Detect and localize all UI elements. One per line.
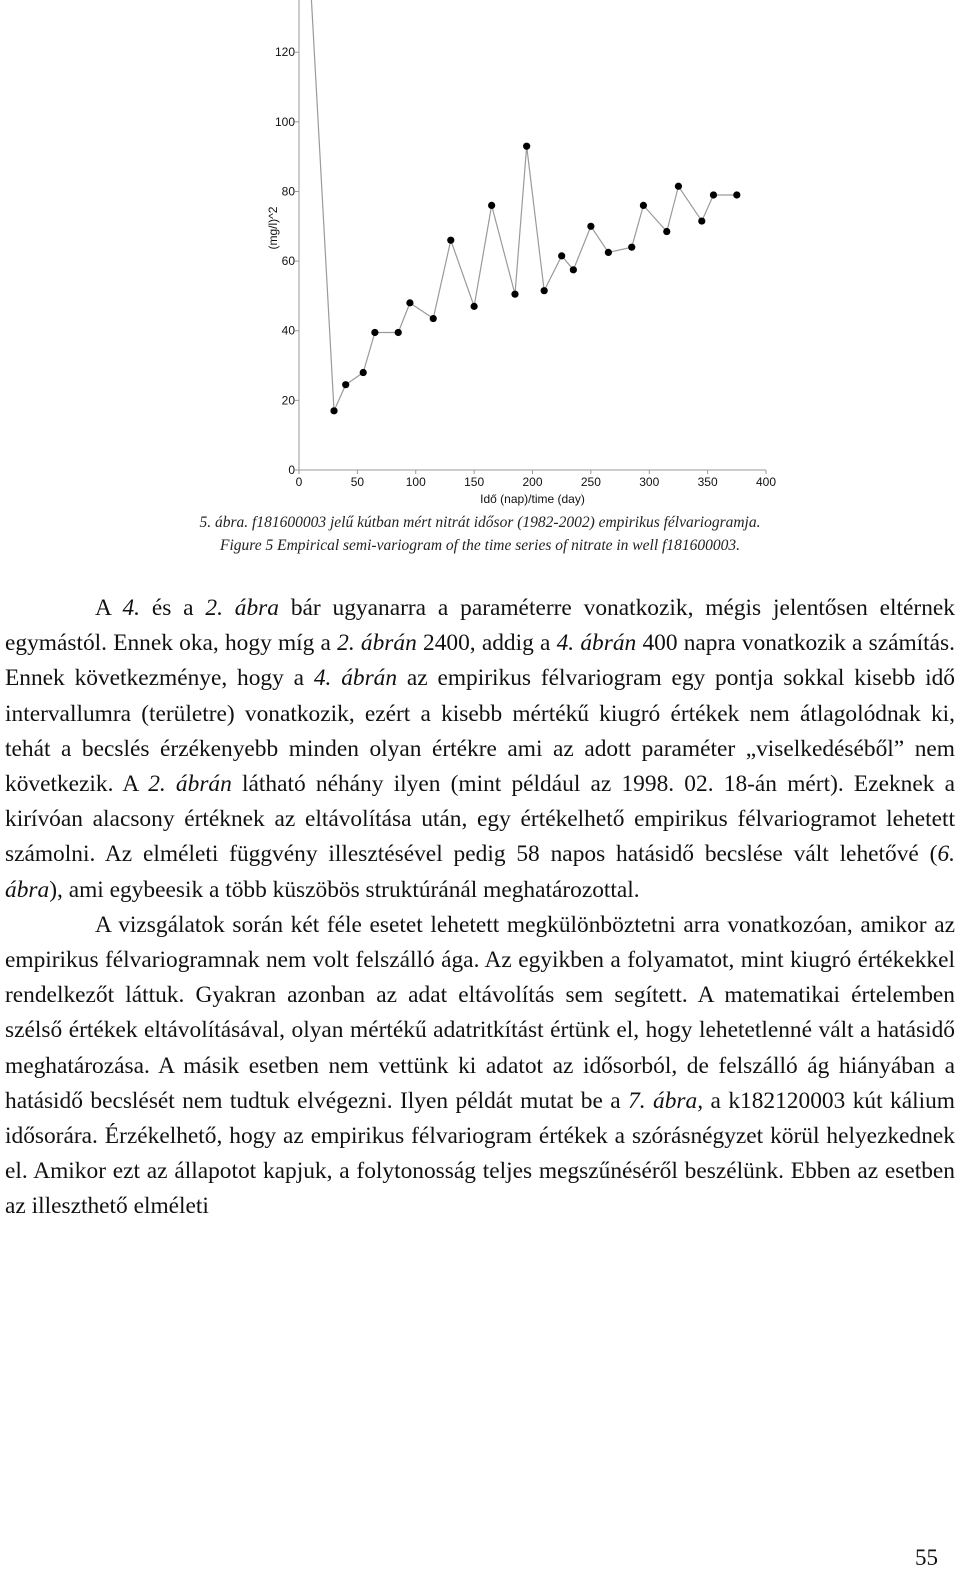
y-tick-label: 40	[281, 323, 295, 338]
x-tick-label: 50	[350, 475, 365, 489]
paragraph-2	[5, 908, 955, 1225]
x-tick-label: 200	[522, 475, 543, 489]
data-point	[698, 217, 705, 224]
p1-run-7: 4. ábrán	[556, 630, 637, 657]
p1-run-14: ), ami egybeesik a több küszöbös struktúránál meghatározottal.	[49, 876, 640, 903]
p1-run-9: 4. ábrán	[313, 665, 398, 692]
data-point	[675, 183, 682, 190]
data-point	[395, 329, 402, 336]
chart-series	[307, 0, 740, 414]
data-point	[558, 252, 565, 259]
p1-run-4: bár ugyanarra a paraméterre vonatkozik, mégis jelentősen eltérnek egymástól. Ennek oka, hogy míg a	[5, 595, 955, 657]
series-line	[311, 0, 737, 411]
y-tick-label: 60	[281, 254, 295, 269]
x-tick-label: 150	[464, 475, 485, 489]
data-point	[628, 244, 635, 251]
data-point	[523, 143, 530, 150]
data-point	[471, 303, 478, 310]
chart-axes	[266, 0, 776, 506]
p1-run-1: 4.	[122, 595, 140, 621]
page-number: 55	[915, 1545, 938, 1570]
data-point	[587, 223, 594, 230]
p2-run-2: a k182120003 kút kálium idősorára. Érzékelhető, hogy az empirikus félvariogram értékek a szórásnégyzet körül helyezkednek el. Amikor ezt az állapotot kapjuk, a folytonosság teljes megszűnéséről beszélünk. Ebben az esetben az illeszthető elméleti	[5, 1087, 955, 1220]
p2-run-1: 7. ábra,	[628, 1087, 704, 1114]
y-tick-label: 100	[274, 114, 295, 129]
y-tick-label: 0	[288, 463, 295, 477]
x-tick-label: 0	[295, 475, 303, 489]
x-tick-label: 250	[580, 475, 601, 489]
p1-run-8: 400 napra vonatkozik a számítás. Ennek következménye, hogy a	[5, 630, 955, 692]
data-point	[570, 266, 577, 273]
data-point	[640, 202, 647, 209]
p1-run-10: az empirikus félvariogram egy pontja sokkal kisebb idő intervallumra (területre) vonatkozik, ezért a kisebb mértékű kiugró értékek nem átlagolódnak ki, tehát a becslés érzékenyebb minden olyan értékre ami az adott paraméter „viselkedéséből” nem következik. A	[5, 665, 955, 798]
y-tick-label: 20	[281, 393, 295, 408]
figure-caption-en: Figure 5 Empirical semi-variogram of the time series of nitrate in well f181600003.	[220, 537, 740, 554]
x-tick-label: 400	[755, 475, 777, 489]
x-tick-label: 100	[405, 475, 426, 489]
data-point	[605, 249, 612, 256]
data-point	[511, 291, 518, 298]
data-point	[430, 315, 437, 322]
x-tick-label: 350	[697, 475, 718, 489]
p2-run-0: A vizsgálatok során két féle esetet lehetett megkülönböztetni arra vonatkozóan, amikor az empirikus félvariogramnak nem volt felszálló ága. Az egyikben a folyamatot, mint kiugró értékekkel rendelkezőt láttuk. Gyakran azonban az adat eltávolítás sem segített. A matematikai értelemben szélső értékek eltávolításával, olyan mértékű adatritkítást értünk el, hogy lehetetlenné vált a hatásidő meghatározása. A másik esetben nem vettünk ki adatot az idősorból, de felszálló ág hiányában a hatásidő becslését nem tudtuk elvégezni. Ilyen példát mutat be a	[5, 911, 955, 1114]
p1-run-2: és a	[140, 595, 206, 621]
paragraph-1	[5, 591, 955, 908]
body-text	[5, 591, 955, 1225]
data-point	[406, 299, 413, 306]
p1-run-3: 2. ábra	[205, 595, 279, 621]
x-axis-label: Idő (nap)/time (day)	[480, 492, 585, 506]
p1-run-11: 2. ábrán	[148, 771, 232, 798]
figure-caption-hu: 5. ábra. f181600003 jelű kútban mért nitrát idősor (1982-2002) empirikus félvariogramja.	[199, 514, 761, 531]
data-point	[330, 407, 337, 414]
x-tick-label: 300	[639, 475, 660, 489]
y-axis-label: (mg/l)^2	[266, 206, 280, 250]
y-tick-label: 80	[281, 184, 295, 199]
p1-run-6: 2400, addig a	[416, 630, 557, 657]
semivariogram-chart	[0, 0, 960, 520]
p1-run-12: látható néhány ilyen (mint például az 1998. 02. 18-án mért). Ezeknek a kirívóan alacsony értéknek az eltávolítása után, egy értékelhető empirikus félvariogramot lehetett számolni. Az elméleti függvény illesztésével pedig 58 napos hatásidő becslése vált lehetővé (	[5, 771, 956, 868]
p1-run-13: 6. ábra	[5, 841, 955, 903]
y-tick-label: 120	[274, 45, 295, 60]
data-point	[488, 202, 495, 209]
data-point	[342, 381, 349, 388]
data-point	[371, 329, 378, 336]
data-point	[733, 191, 740, 198]
data-point	[447, 237, 454, 244]
p1-run-5: 2. ábrán	[337, 630, 417, 657]
data-point	[710, 191, 717, 198]
data-point	[663, 228, 670, 235]
data-point	[360, 369, 367, 376]
p1-run-0: A	[95, 595, 123, 621]
data-point	[541, 287, 548, 294]
